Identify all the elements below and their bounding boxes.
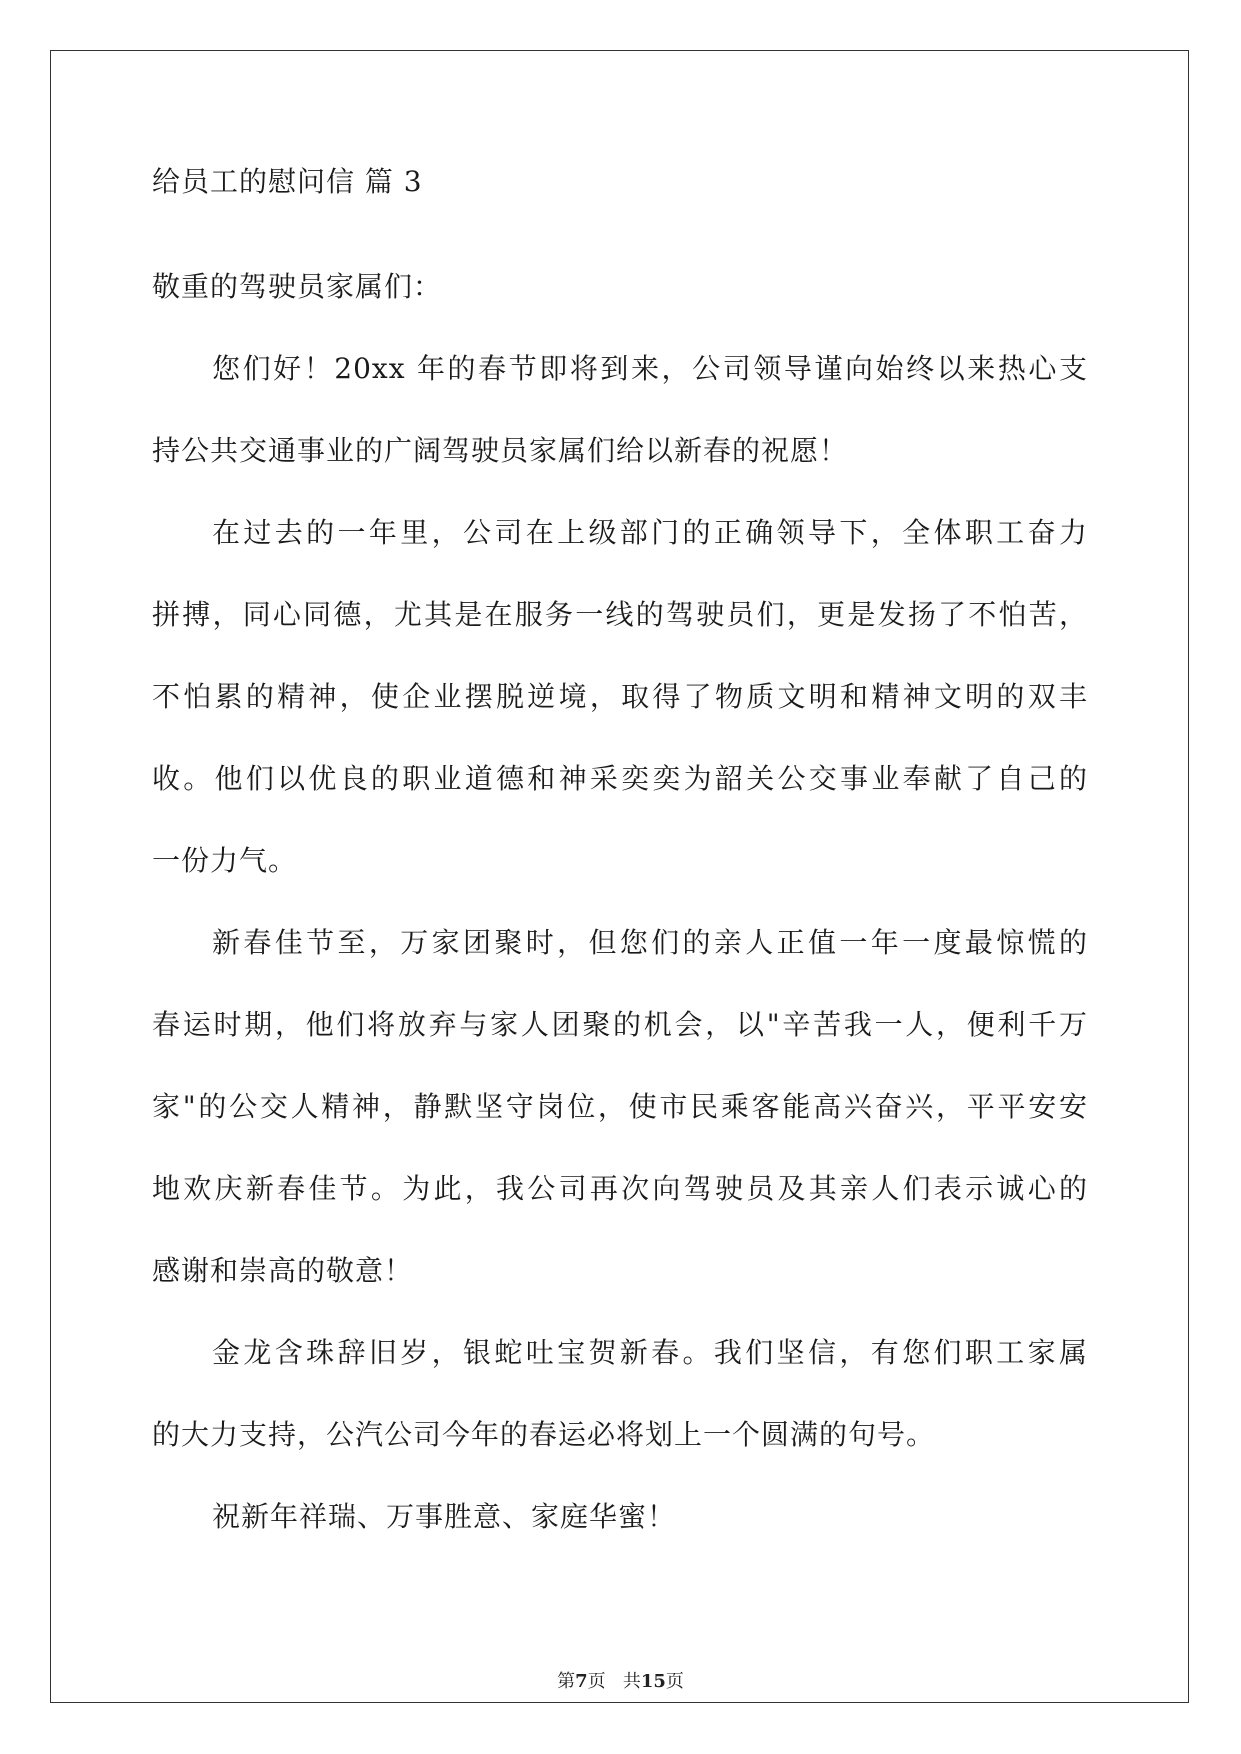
page-prefix: 第 [557,1671,576,1692]
text-line: 持公共交通事业的广阔驾驶员家属们给以新春的祝愿！ [152,434,849,467]
total-page-number: 15 [640,1671,666,1692]
text-line: 拼搏，同心同德，尤其是在服务一线的驾驶员们，更是发扬了不怕苦， [152,598,1088,631]
letter-lines [152,246,1088,1558]
text-line: 敬重的驾驶员家属们： [152,270,443,303]
document-title: 给员工的慰问信 篇 3 [152,165,423,198]
total-prefix: 共 [622,1671,641,1692]
current-page-number: 7 [575,1671,588,1692]
text-line: 祝新年祥瑞、万事胜意、家庭华蜜！ [212,1500,677,1533]
text-line: 春运时期，他们将放弃与家人团聚的机会，以"辛苦我一人，便利千万 [152,1008,1088,1041]
text-line: 您们好！20xx 年的春节即将到来，公司领导谨向始终以来热心支 [212,352,1088,385]
page-suffix: 页 [587,1671,606,1692]
text-line: 收。他们以优良的职业道德和神采奕奕为韶关公交事业奉献了自己的 [152,762,1088,795]
page-footer [0,1670,1241,1694]
letter-body [152,164,1088,1558]
text-line: 家"的公交人精神，静默坚守岗位，使市民乘客能高兴奋兴，平平安安 [152,1090,1088,1123]
text-line: 感谢和崇高的敬意！ [152,1254,414,1287]
text-line: 新春佳节至，万家团聚时，但您们的亲人正值一年一度最惊慌的 [212,926,1088,959]
text-line: 地欢庆新春佳节。为此，我公司再次向驾驶员及其亲人们表示诚心的 [152,1172,1088,1205]
text-line: 金龙含珠辞旧岁，银蛇吐宝贺新春。我们坚信，有您们职工家属 [212,1336,1088,1369]
total-suffix: 页 [665,1671,684,1692]
text-line: 不怕累的精神，使企业摆脱逆境，取得了物质文明和精神文明的双丰 [152,680,1088,713]
text-line: 的大力支持，公汽公司今年的春运必将划上一个圆满的句号。 [152,1418,936,1451]
text-line: 一份力气。 [152,844,298,877]
text-line: 在过去的一年里，公司在上级部门的正确领导下，全体职工奋力 [212,516,1088,549]
